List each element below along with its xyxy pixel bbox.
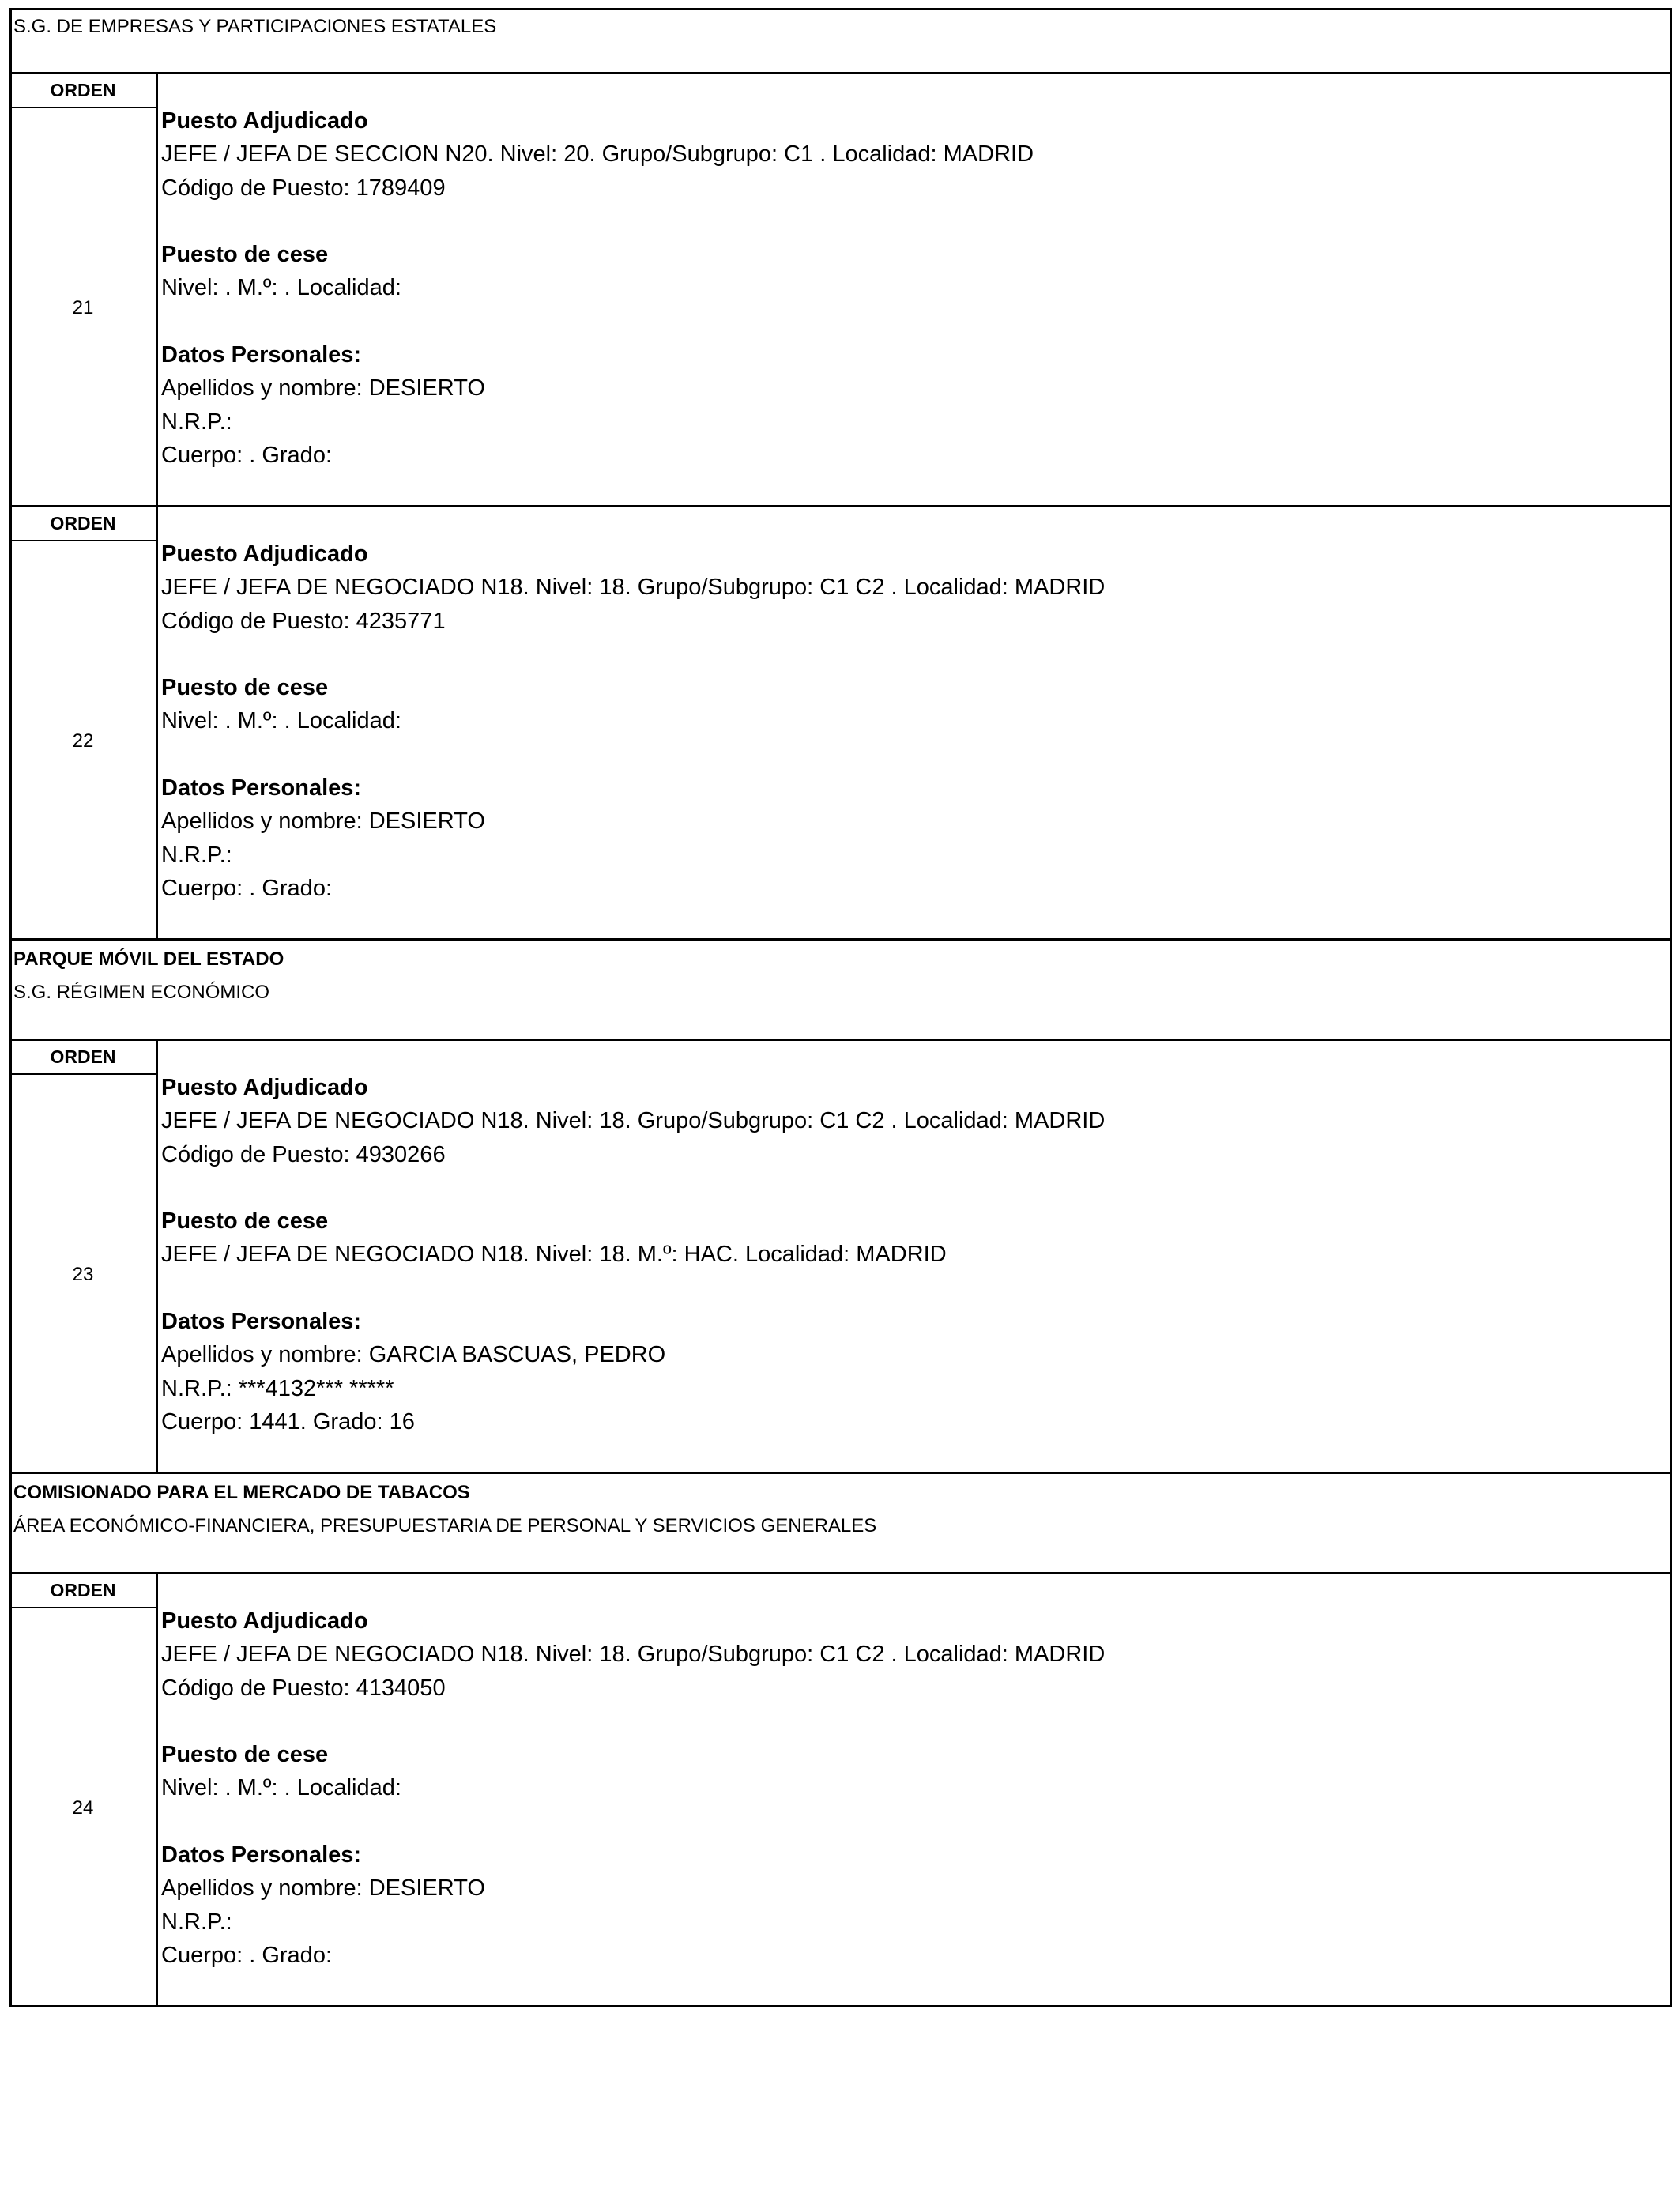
orden-label-divider — [9, 107, 156, 108]
codigo-puesto: Código de Puesto: 4930266 — [161, 1141, 446, 1167]
orden-label: ORDEN — [50, 1580, 116, 1600]
orden-label-divider — [9, 540, 156, 541]
puesto-adjudicado-line: JEFE / JEFA DE SECCION N20. Nivel: 20. Grupo/Subgrupo: C1 . Localidad: MADRID — [161, 141, 1034, 168]
puesto-cese-title: Puesto de cese — [161, 242, 329, 268]
cuerpo-grado: Cuerpo: 1441. Grado: 16 — [161, 1408, 415, 1434]
section-title: COMISIONADO PARA EL MERCADO DE TABACOS — [13, 1482, 470, 1503]
column-divider — [156, 1574, 158, 2007]
entry-content — [161, 104, 1034, 472]
nrp: N.R.P.: ***4132*** ***** — [161, 1375, 394, 1401]
puesto-cese-line: JEFE / JEFA DE NEGOCIADO N18. Nivel: 18. M.º: HAC. Localidad: MADRID — [161, 1242, 947, 1268]
puesto-adjudicado-title: Puesto Adjudicado — [161, 1075, 368, 1100]
column-divider — [156, 1041, 158, 1474]
datos-personales-title: Datos Personales: — [161, 775, 362, 801]
puesto-cese-line: Nivel: . M.º: . Localidad: — [161, 1775, 401, 1801]
puesto-cese-title: Puesto de cese — [161, 1742, 329, 1768]
codigo-puesto: Código de Puesto: 1789409 — [161, 175, 446, 201]
orden-number: 24 — [72, 1796, 94, 1819]
nrp: N.R.P.: — [161, 1909, 232, 1935]
puesto-adjudicado-title: Puesto Adjudicado — [161, 1608, 368, 1634]
section-title: PARQUE MÓVIL DEL ESTADO — [13, 948, 284, 970]
section-subtitle: S.G. RÉGIMEN ECONÓMICO — [13, 982, 270, 1003]
cuerpo-grado: Cuerpo: . Grado: — [161, 1942, 332, 1968]
datos-personales-title: Datos Personales: — [161, 342, 362, 368]
puesto-cese-line: Nivel: . M.º: . Localidad: — [161, 275, 401, 301]
orden-number: 23 — [72, 1263, 94, 1285]
entry-content — [161, 537, 1105, 905]
nrp: N.R.P.: — [161, 842, 232, 868]
codigo-puesto: Código de Puesto: 4134050 — [161, 1675, 446, 1701]
column-divider — [156, 507, 158, 941]
column-divider — [156, 74, 158, 507]
orden-label: ORDEN — [50, 80, 116, 100]
apellidos-nombre: Apellidos y nombre: GARCIA BASCUAS, PEDRO — [161, 1342, 666, 1368]
blank-line — [161, 638, 1105, 671]
blank-line — [161, 738, 1105, 771]
codigo-puesto: Código de Puesto: 4235771 — [161, 608, 446, 634]
orden-number: 21 — [72, 296, 94, 319]
apellidos-nombre: Apellidos y nombre: DESIERTO — [161, 809, 485, 835]
cuerpo-grado: Cuerpo: . Grado: — [161, 442, 332, 468]
apellidos-nombre: Apellidos y nombre: DESIERTO — [161, 375, 485, 401]
orden-number: 22 — [72, 729, 94, 752]
puesto-cese-title: Puesto de cese — [161, 1208, 329, 1235]
blank-line — [161, 1272, 1105, 1305]
blank-line — [161, 205, 1034, 238]
blank-line — [161, 305, 1034, 338]
puesto-adjudicado-title: Puesto Adjudicado — [161, 541, 368, 567]
puesto-adjudicado-title: Puesto Adjudicado — [161, 108, 368, 134]
puesto-cese-line: Nivel: . M.º: . Localidad: — [161, 708, 401, 734]
datos-personales-title: Datos Personales: — [161, 1309, 362, 1335]
cuerpo-grado: Cuerpo: . Grado: — [161, 875, 332, 901]
entry-content — [161, 1071, 1105, 1438]
blank-line — [161, 1705, 1105, 1738]
blank-line — [161, 1171, 1105, 1204]
puesto-cese-title: Puesto de cese — [161, 675, 329, 701]
puesto-adjudicado-line: JEFE / JEFA DE NEGOCIADO N18. Nivel: 18. Grupo/Subgrupo: C1 C2 . Localidad: MADRID — [161, 575, 1106, 601]
orden-label: ORDEN — [50, 513, 116, 533]
section-subtitle: ÁREA ECONÓMICO-FINANCIERA, PRESUPUESTARIA DE PERSONAL Y SERVICIOS GENERALES — [13, 1515, 877, 1536]
orden-label-divider — [9, 1073, 156, 1075]
section-title: S.G. DE EMPRESAS Y PARTICIPACIONES ESTATALES — [13, 16, 497, 37]
entry-content — [161, 1604, 1105, 1972]
datos-personales-title: Datos Personales: — [161, 1842, 362, 1868]
nrp: N.R.P.: — [161, 409, 232, 435]
blank-line — [161, 1805, 1105, 1838]
apellidos-nombre: Apellidos y nombre: DESIERTO — [161, 1875, 485, 1902]
puesto-adjudicado-line: JEFE / JEFA DE NEGOCIADO N18. Nivel: 18. Grupo/Subgrupo: C1 C2 . Localidad: MADRID — [161, 1108, 1106, 1134]
puesto-adjudicado-line: JEFE / JEFA DE NEGOCIADO N18. Nivel: 18. Grupo/Subgrupo: C1 C2 . Localidad: MADRID — [161, 1642, 1106, 1668]
orden-label-divider — [9, 1607, 156, 1608]
orden-label: ORDEN — [50, 1046, 116, 1067]
